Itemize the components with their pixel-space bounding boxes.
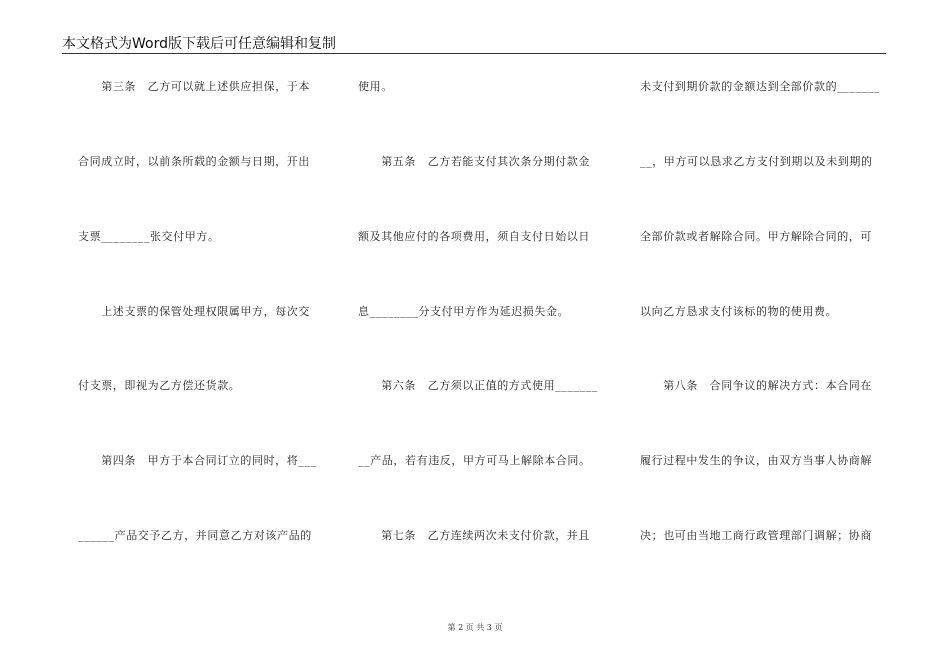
text-line: 第五条 乙方若能支付其次条分期付款金 — [358, 155, 590, 168]
text-column-2 — [358, 0, 608, 672]
text-column-1 — [78, 0, 318, 672]
text-line: 上述支票的保管处理权限属甲方，每次交 — [78, 305, 310, 318]
text-line: 使用。 — [358, 80, 393, 93]
text-line: 履行过程中发生的争议，由双方当事人协商解 — [640, 454, 872, 467]
text-line: 第六条 乙方须以正值的方式使用_______ — [358, 379, 598, 392]
text-line: __，甲方可以恳求乙方支付到期以及未到期的 — [640, 155, 873, 168]
text-line: 第八条 合同争议的解决方式：本合同在 — [640, 379, 872, 392]
text-line: 合同成立时，以前条所载的金额与日期，开出 — [78, 155, 310, 168]
text-line: 以向乙方恳求支付该标的物的使用费。 — [640, 305, 838, 318]
text-line: 未支付到期价款的金额达到全部价款的_______ — [640, 80, 880, 93]
text-line: 决；也可由当地工商行政管理部门调解；协商 — [640, 529, 872, 542]
text-line: 第三条 乙方可以就上述供应担保，于本 — [78, 80, 310, 93]
text-column-3 — [640, 0, 885, 672]
page-number: 第 2 页 共 3 页 — [447, 623, 503, 632]
text-line: 支票________张交付甲方。 — [78, 230, 220, 243]
text-line: 全部价款或者解除合同。甲方解除合同的，可 — [640, 230, 872, 243]
text-line: 付支票，即视为乙方偿还货款。 — [78, 379, 241, 392]
text-line: __产品，若有违反，甲方可马上解除本合同。 — [358, 454, 591, 467]
text-line: 第七条 乙方连续两次未支付价款，并且 — [358, 529, 590, 542]
text-line: ______产品交予乙方，并同意乙方对该产品的 — [78, 529, 312, 542]
text-line: 第四条 甲方于本合同订立的同时，将___ — [78, 454, 317, 467]
text-line: 额及其他应付的各项费用，须自支付日始以日 — [358, 230, 590, 243]
document-banner: 本文格式为Word版下载后可任意编辑和复制 — [62, 36, 336, 52]
text-line: 息________分支付甲方作为延迟损失金。 — [358, 305, 570, 318]
